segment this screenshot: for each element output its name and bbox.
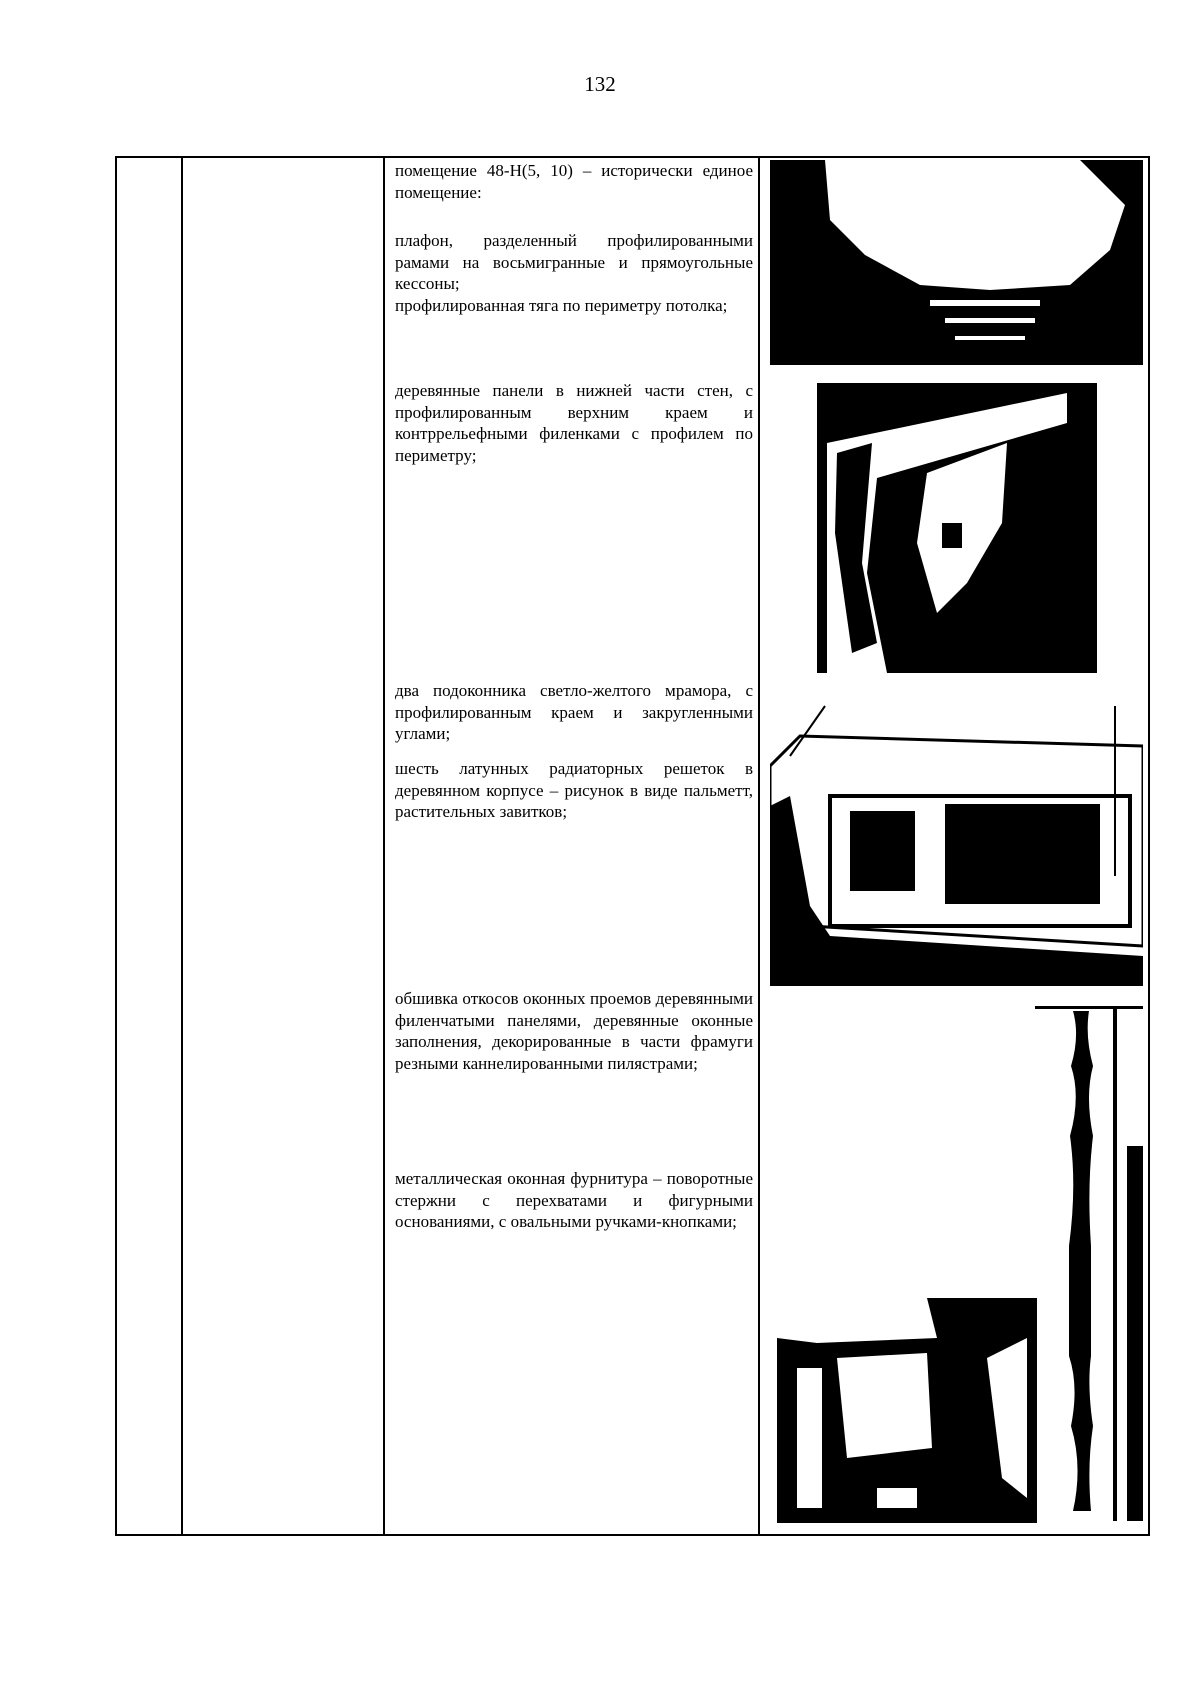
page-number: 132 <box>584 72 616 96</box>
column-divider <box>758 158 760 1534</box>
table-cell-text <box>395 988 753 1074</box>
table-cell-text <box>395 1168 753 1233</box>
column-divider <box>383 158 385 1534</box>
entry-wall-panels: деревянные панели в нижней части стен, с профилированным верхним краем и контррельефными филенками с профилем по периметру; <box>395 381 753 465</box>
entry-room: помещение 48-Н(5, 10) – исторически единое помещение: <box>395 161 753 202</box>
entry-windowsills: два подоконника светло-желтого мрамора, с профилированным краем и закругленными углами; <box>395 681 753 743</box>
table-cell-text <box>395 160 753 203</box>
table-cell-text <box>395 380 753 466</box>
entry-ceiling: плафон, разделенный профилированными рамами на восьмигранные и прямоугольные кессоны; <box>395 231 753 293</box>
wall-panels-photo <box>817 383 1097 673</box>
table-cell-text <box>395 758 753 823</box>
radiator-grille-photo <box>770 696 1143 986</box>
window-pilaster-photo <box>1035 1006 1143 1521</box>
entry-radiator-grilles: шесть латунных радиаторных решеток в деревянном корпусе – рисунок в виде пальметт, растительных завитков; <box>395 759 753 821</box>
window-frame-photo <box>777 1298 1037 1523</box>
column-divider <box>181 158 183 1534</box>
ceiling-photo <box>770 160 1143 365</box>
entry-cornice: профилированная тяга по периметру потолка; <box>395 295 728 315</box>
entry-window-hardware: металлическая оконная фурнитура – поворотные стержни с перехватами и фигурными основаниями, с овальными ручками-кнопками; <box>395 1169 753 1231</box>
table-cell-text <box>395 680 753 745</box>
table-cell-text <box>395 230 753 316</box>
entry-window-linings: обшивка откосов оконных проемов деревянными филенчатыми панелями, деревянные оконные заполнения, декорированные в части фрамуги резными каннелированными пилястрами; <box>395 989 753 1073</box>
objects-table <box>115 156 1150 1536</box>
